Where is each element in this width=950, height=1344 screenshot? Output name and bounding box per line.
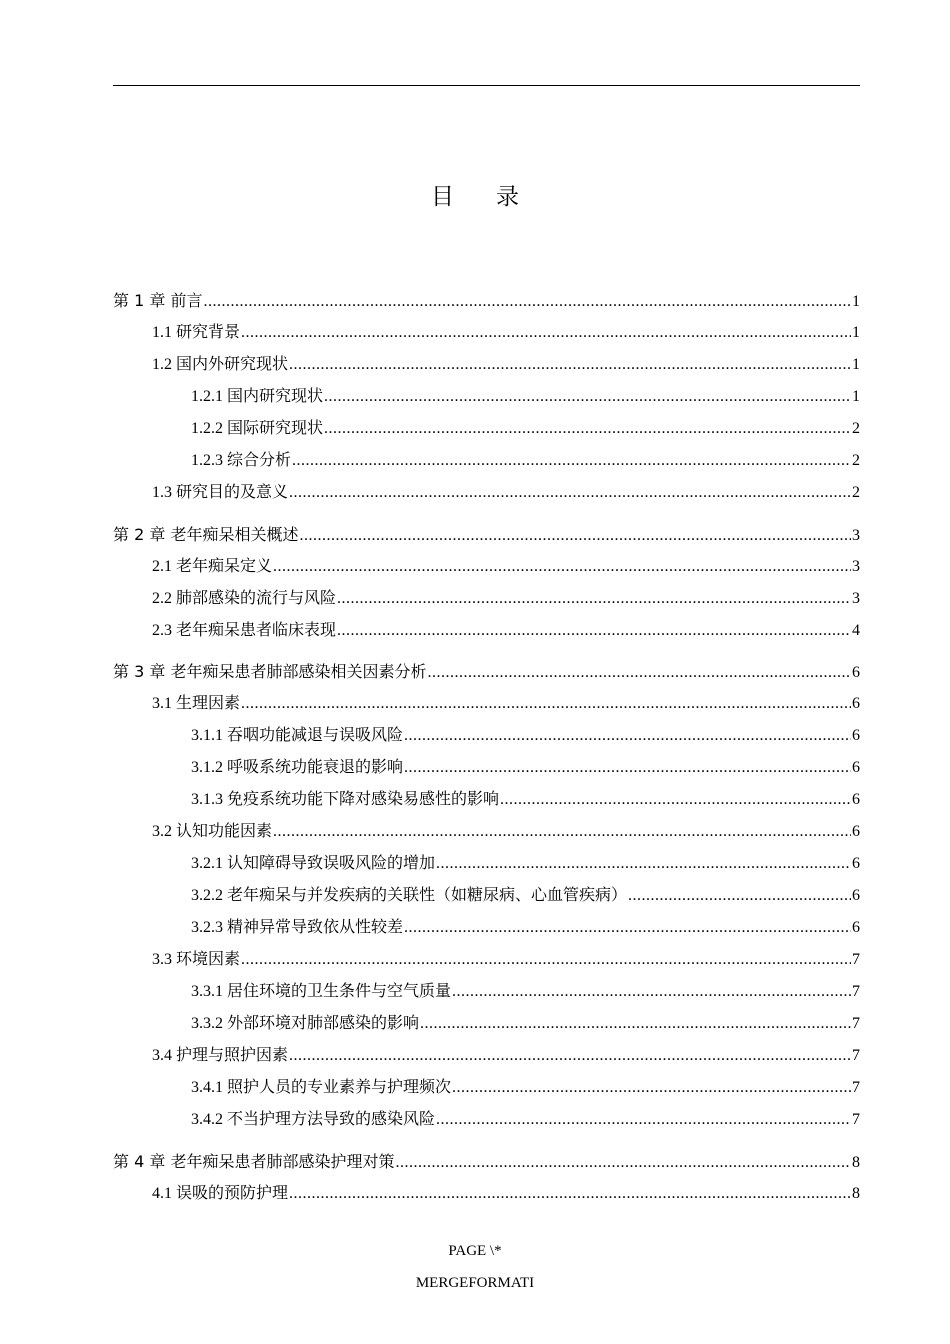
toc-dot-leader [273, 821, 851, 843]
toc-entry-label: 3.1.1 吞咽功能减退与误吸风险 [191, 727, 404, 744]
toc-dot-leader [404, 725, 851, 747]
toc-entry-label: 第 1 章 前言 [113, 291, 203, 310]
toc-entry-label: 3.1 生理因素 [152, 695, 241, 712]
toc-section-entry[interactable] [191, 885, 860, 907]
footer-field-code-line-1: PAGE \* [448, 1243, 502, 1259]
toc-dot-leader [241, 949, 851, 971]
toc-page-number: 6 [852, 695, 860, 712]
toc-page-number: 6 [852, 664, 860, 681]
toc-section-entry[interactable] [191, 789, 860, 811]
toc-dot-leader [436, 853, 851, 875]
toc-page-number: 7 [852, 951, 860, 968]
toc-section-entry[interactable] [191, 853, 860, 875]
toc-section-entry[interactable] [191, 1013, 860, 1035]
toc-chapter-entry[interactable] [113, 290, 860, 312]
toc-section-entry[interactable] [191, 981, 860, 1003]
toc-section-entry[interactable] [191, 450, 860, 472]
toc-entry-label: 4.1 误吸的预防护理 [152, 1185, 289, 1202]
toc-dot-leader [404, 917, 851, 939]
toc-entry-label: 3.2.2 老年痴呆与并发疾病的关联性（如糖尿病、心血管疾病） [191, 887, 628, 904]
toc-dot-leader [337, 620, 851, 642]
toc-page-number: 6 [852, 759, 860, 776]
toc-entry-label: 1.2 国内外研究现状 [152, 356, 289, 373]
toc-page-number: 7 [852, 1111, 860, 1128]
toc-dot-leader [628, 885, 851, 907]
toc-section-entry[interactable] [191, 1109, 860, 1131]
toc-entry-label: 3.4 护理与照护因素 [152, 1047, 289, 1064]
toc-section-entry[interactable] [191, 917, 860, 939]
toc-page-number: 6 [852, 727, 860, 744]
toc-section-entry[interactable] [152, 949, 860, 971]
footer-field-code-line-2: MERGEFORMATI [415, 1275, 535, 1291]
toc-dot-leader [452, 1077, 851, 1099]
toc-entry-label: 2.1 老年痴呆定义 [152, 558, 273, 575]
toc-section-entry[interactable] [191, 386, 860, 408]
toc-dot-leader [203, 291, 851, 313]
toc-dot-leader [299, 525, 851, 547]
toc-section-entry[interactable] [191, 725, 860, 747]
toc-entry-label: 1.2.2 国际研究现状 [191, 420, 324, 437]
toc-dot-leader [292, 450, 851, 472]
title-char-1: 目 [431, 184, 454, 210]
toc-dot-leader [289, 1183, 851, 1205]
toc-entry-label: 3.3 环境因素 [152, 951, 241, 968]
toc-dot-leader [436, 1109, 851, 1131]
toc-page-number: 8 [852, 1185, 860, 1202]
toc-entry-label: 3.1.3 免疫系统功能下降对感染易感性的影响 [191, 791, 500, 808]
toc-section-entry[interactable] [152, 556, 860, 578]
toc-page-number: 6 [852, 855, 860, 872]
toc-dot-leader [273, 556, 851, 578]
toc-dot-leader [289, 354, 851, 376]
toc-page-number: 7 [852, 1047, 860, 1064]
toc-dot-leader [324, 386, 851, 408]
toc-section-entry[interactable] [152, 482, 860, 504]
toc-page-number: 3 [852, 590, 860, 607]
toc-page-number: 2 [852, 452, 860, 469]
toc-entry-label: 3.3.2 外部环境对肺部感染的影响 [191, 1015, 420, 1032]
toc-dot-leader [404, 757, 851, 779]
toc-section-entry[interactable] [191, 1077, 860, 1099]
toc-page-number: 1 [852, 293, 860, 310]
toc-page-number: 2 [852, 484, 860, 501]
toc-section-entry[interactable] [152, 1045, 860, 1067]
toc-dot-leader [289, 1045, 851, 1067]
toc-dot-leader [427, 662, 851, 684]
toc-page-number: 6 [852, 887, 860, 904]
toc-page-number: 1 [852, 356, 860, 373]
toc-page-number: 8 [852, 1154, 860, 1171]
toc-entry-label: 第 3 章 老年痴呆患者肺部感染相关因素分析 [113, 662, 427, 681]
toc-page-number: 2 [852, 420, 860, 437]
toc-section-entry[interactable] [152, 620, 860, 642]
toc-dot-leader [395, 1152, 851, 1174]
toc-dot-leader [500, 789, 851, 811]
toc-page-number: 6 [852, 791, 860, 808]
toc-entry-label: 3.4.1 照护人员的专业素养与护理频次 [191, 1079, 452, 1096]
toc-dot-leader [452, 981, 851, 1003]
toc-dot-leader [324, 418, 851, 440]
toc-entry-label: 3.2 认知功能因素 [152, 823, 273, 840]
toc-dot-leader [420, 1013, 851, 1035]
toc-section-entry[interactable] [191, 418, 860, 440]
toc-page-number: 1 [852, 324, 860, 341]
toc-page-number: 4 [852, 622, 860, 639]
title-char-2: 录 [496, 184, 519, 210]
toc-entry-label: 3.4.2 不当护理方法导致的感染风险 [191, 1111, 436, 1128]
toc-chapter-entry[interactable] [113, 661, 860, 683]
toc-dot-leader [289, 482, 851, 504]
toc-page-number: 7 [852, 983, 860, 1000]
toc-entry-label: 第 4 章 老年痴呆患者肺部感染护理对策 [113, 1152, 395, 1171]
toc-section-entry[interactable] [152, 693, 860, 715]
toc-section-entry[interactable] [152, 354, 860, 376]
toc-section-entry[interactable] [152, 588, 860, 610]
toc-entry-label: 1.2.1 国内研究现状 [191, 388, 324, 405]
toc-dot-leader [337, 588, 851, 610]
toc-section-entry[interactable] [152, 322, 860, 344]
toc-section-entry[interactable] [152, 1183, 860, 1205]
toc-entry-label: 2.2 肺部感染的流行与风险 [152, 590, 337, 607]
toc-chapter-entry[interactable] [113, 1151, 860, 1173]
toc-dot-leader [241, 322, 851, 344]
toc-entry-label: 1.3 研究目的及意义 [152, 484, 289, 501]
toc-entry-label: 3.2.3 精神异常导致依从性较差 [191, 919, 404, 936]
toc-entry-label: 3.2.1 认知障碍导致误吸风险的增加 [191, 855, 436, 872]
toc-page-number: 7 [852, 1079, 860, 1096]
toc-section-entry[interactable] [152, 821, 860, 843]
toc-page-number: 3 [852, 527, 860, 544]
toc-entry-label: 2.3 老年痴呆患者临床表现 [152, 622, 337, 639]
toc-entry-label: 1.2.3 综合分析 [191, 452, 292, 469]
toc-chapter-entry[interactable] [113, 524, 860, 546]
toc-section-entry[interactable] [191, 757, 860, 779]
toc-page-number: 6 [852, 919, 860, 936]
toc-page-number: 7 [852, 1015, 860, 1032]
toc-entry-label: 1.1 研究背景 [152, 324, 241, 341]
toc-page-number: 3 [852, 558, 860, 575]
toc-entry-label: 3.3.1 居住环境的卫生条件与空气质量 [191, 983, 452, 1000]
toc-dot-leader [241, 693, 851, 715]
toc-entry-label: 3.1.2 呼吸系统功能衰退的影响 [191, 759, 404, 776]
toc-entry-label: 第 2 章 老年痴呆相关概述 [113, 525, 299, 544]
toc-page-number: 6 [852, 823, 860, 840]
toc-page-number: 1 [852, 388, 860, 405]
